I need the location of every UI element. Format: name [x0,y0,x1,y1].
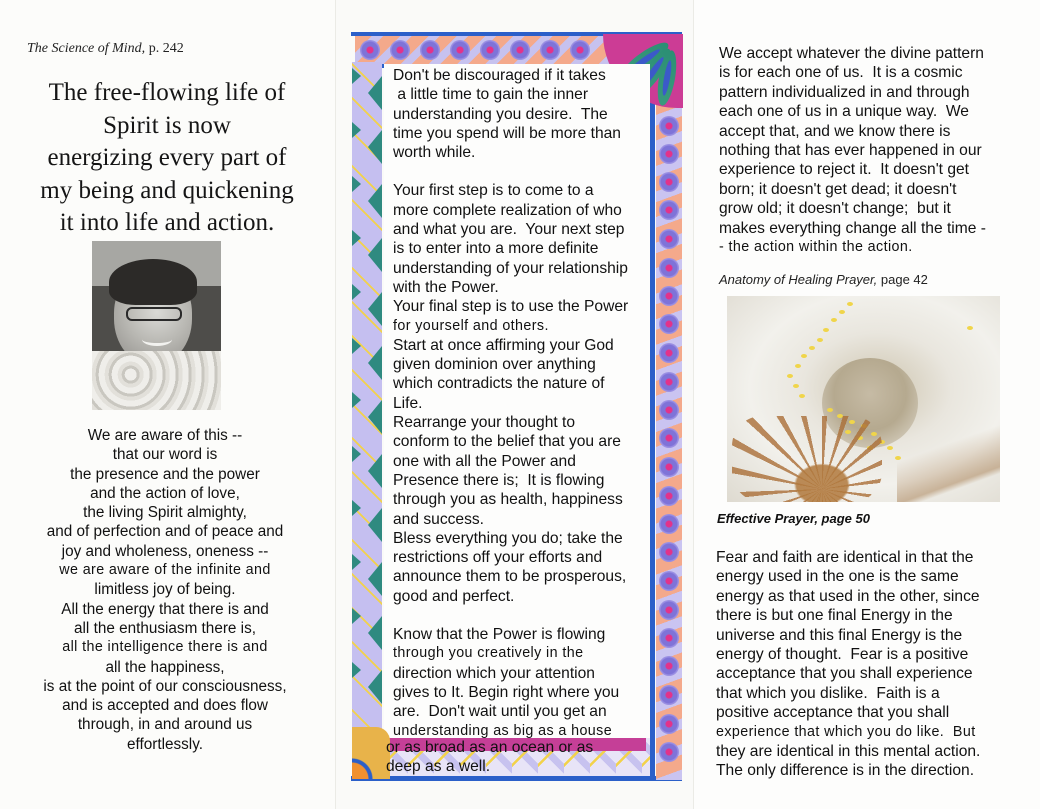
left-panel [0,0,336,809]
text-line: born; it doesn't get dead; it doesn't [719,180,957,198]
caption-effective-prayer: Effective Prayer, page 50 [717,511,870,526]
text-line: accept that, and we know there is [719,122,951,140]
text-line: The only difference is in the direction. [716,762,975,780]
text-line: grow old; it doesn't change; but it [719,200,951,218]
text-line: and success. [393,510,485,528]
text-line: - the action within the action. [719,239,913,256]
affirmation-poem [10,426,320,754]
headline-line: it into life and action. [59,209,275,236]
text-line: understanding of your relationship [393,259,628,277]
text-line: Fear and faith are identical in that the [716,549,974,566]
decorative-dot-row [358,38,618,62]
text-line: through you as health, happiness [393,491,623,509]
fear-and-faith-text [716,548,1026,781]
poem-line: and of perfection and of peace and [46,523,284,541]
decorative-left-band [352,62,382,752]
text-line: which contradicts the nature of [393,375,605,393]
citation-page: page 42 [880,272,928,287]
poem-line: the living Spirit almighty, [83,504,247,522]
citation-title: Anatomy of Healing Prayer, [719,272,878,287]
headline-line: energizing every part of [47,144,287,171]
text-line: through you creatively in the [393,645,584,662]
text-line: each one of us in a unique way. We [719,103,969,121]
text-line: restrictions off your efforts and [393,549,603,567]
text-line: universe and this final Energy is the [716,626,963,644]
text-line: Rearrange your thought to [393,414,576,432]
text-line: and what you are. Your next step [393,221,625,239]
poem-line: and is accepted and does flow [62,697,268,715]
text-line: experience to reject it. It doesn't get [719,161,970,179]
text-line: time you spend will be more than [393,124,621,142]
poem-line: the presence and the power [70,465,260,483]
decorative-bottom-left-corner [352,727,390,779]
citation-science-of-mind [27,41,184,57]
poem-line: all the happiness, [105,658,225,676]
middle-body-text [393,66,655,741]
poem-line: all the enthusiasm there is, [74,619,256,637]
citation-title: The Science of Mind, [27,41,146,56]
text-line: given dominion over anything [393,356,596,374]
text-line: acceptance that you shall experience [716,665,973,683]
text-line: more complete realization of who [393,201,622,219]
poem-line: joy and wholeness, oneness -- [61,542,269,560]
text-line: Life. [393,394,423,412]
portrait-photo [92,241,221,410]
text-line: understanding as big as a house [393,722,613,739]
middle-tail-text [386,738,648,777]
text-line: Your final step is to use the Power [393,298,629,316]
text-line: We accept whatever the divine pattern [719,45,984,62]
citation-page: p. 242 [148,41,184,56]
text-line: Know that the Power is flowing [393,626,606,644]
divine-pattern-quote [719,44,1029,257]
text-line: Don't be discouraged if it takes [393,67,606,84]
poem-line: is at the point of our consciousness, [43,677,287,695]
poem-line: We are aware of this -- [87,427,243,444]
poem-line: we are aware of the infinite and [59,562,271,579]
text-line: a little time to gain the inner [393,86,589,104]
citation-anatomy-of-healing-prayer [719,272,928,287]
headline-quote [14,77,320,240]
text-line: pattern individualized in and through [719,83,970,101]
text-line: good and perfect. [393,587,515,605]
headline-line: Spirit is now [103,111,231,139]
headline-line: The free-flowing life of [48,79,286,106]
text-line: with the Power. [393,278,499,296]
text-line: experience that which you do like. But [716,723,976,740]
text-line: they are identical in this mental action. [716,743,981,761]
text-line: is to enter into a more definite [393,240,599,258]
text-line: are. Don't wait until you get an [393,703,607,721]
text-line: makes everything change all the time - [719,219,986,237]
text-line: direction which your attention [393,664,595,682]
decorative-right-band [656,100,682,780]
text-line: gives to It. Begin right where you [393,683,620,701]
text-line: for yourself and others. [393,317,549,334]
poem-line: and the action of love, [90,484,240,502]
text-line: conform to the belief that you are [393,433,621,451]
text-line: announce them to be prosperous, [393,568,627,586]
flower-photo [727,296,1000,502]
poem-line: All the energy that there is and [61,600,269,618]
text-line: Start at once affirming your God [393,336,614,354]
text-line: understanding you desire. The [393,105,608,123]
text-line: Presence there is; It is flowing [393,471,605,489]
text-line: energy of thought. Fear is a positive [716,646,969,664]
text-line: Bless everything you do; take the [393,529,623,547]
poem-line: through, in and around us [77,716,253,734]
text-line: energy as that used in the other, since [716,587,980,605]
text-line: nothing that has ever happened in our [719,142,982,160]
headline-line: my being and quickening [40,176,294,204]
poem-line: effortlessly. [127,735,203,753]
text-line: is for each one of us. It is a cosmic [719,64,963,82]
text-line: that which you dislike. Faith is a [716,684,940,702]
text-line: one with all the Power and [393,452,576,470]
text-line: deep as a well. [386,758,491,776]
text-line: energy used in the one is the same [716,568,959,586]
text-line: there is but one final Energy in the [716,607,953,625]
text-line: positive acceptance that you shall [716,704,950,722]
poem-line: limitless joy of being. [94,581,236,599]
text-line: worth while. [393,144,476,162]
poem-line: all the intelligence there is and [62,639,268,656]
text-line: or as broad as an ocean or as [386,739,594,756]
text-line: Your first step is to come to a [393,182,594,200]
poem-line: that our word is [112,446,218,464]
